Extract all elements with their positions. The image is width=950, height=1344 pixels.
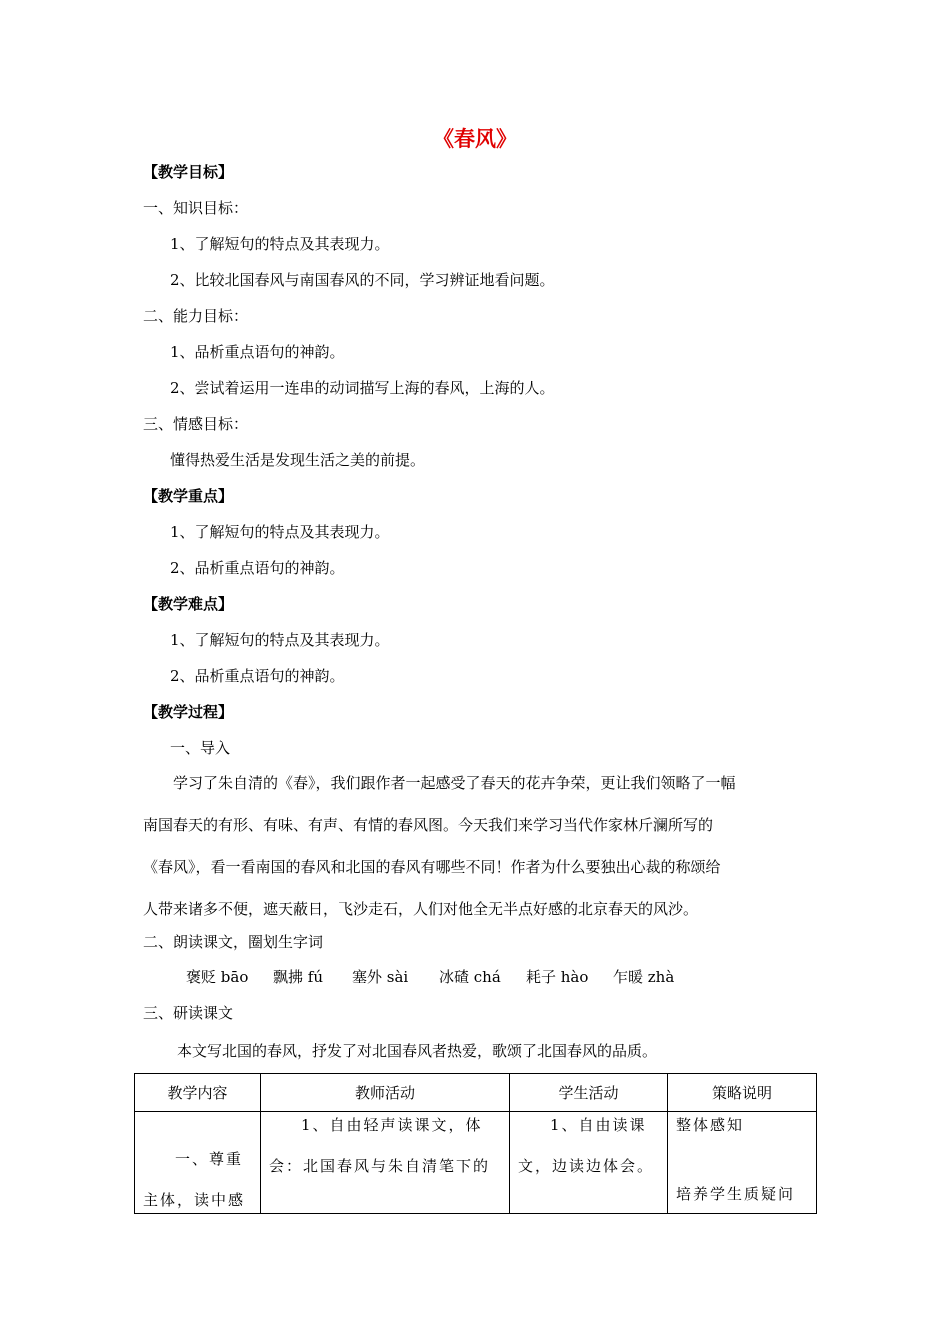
difficulty-item: 1、了解短句的特点及其表现力。 xyxy=(170,631,390,649)
header-strategy: 策略说明 xyxy=(668,1074,817,1112)
knowledge-objective-label: 一、知识目标： xyxy=(143,199,249,217)
vocab-item: 乍暖 zhà xyxy=(613,968,675,986)
student-cell xyxy=(510,1112,668,1214)
study-label: 三、研读课文 xyxy=(143,1004,234,1022)
vocab-item: 塞外 sài xyxy=(352,968,409,986)
intro-line: 《春风》，看一看南国的春风和北国的春风有哪些不同！作者为什么要独出心裁的称颂给 xyxy=(143,858,721,876)
header-teacher: 教师活动 xyxy=(261,1074,510,1112)
cell-text: 1、自由轻声读课文，体 xyxy=(301,1116,483,1134)
objectives-heading: 【教学目标】 xyxy=(143,163,234,181)
cell-text: 整体感知 xyxy=(676,1116,745,1134)
emotion-objective-label: 三、情感目标： xyxy=(143,415,249,433)
difficulty-item: 2、品析重点语句的神韵。 xyxy=(170,667,345,685)
knowledge-objective-item: 1、了解短句的特点及其表现力。 xyxy=(170,235,390,253)
intro-label: 一、导入 xyxy=(170,739,231,757)
process-heading: 【教学过程】 xyxy=(143,703,234,721)
intro-line: 南国春天的有形、有味、有声、有情的春风图。今天我们来学习当代作家林斤澜所写的 xyxy=(143,816,714,834)
intro-line: 学习了朱自清的《春》，我们跟作者一起感受了春天的花卉争荣，更让我们领略了一幅 xyxy=(173,774,736,792)
table-header-row xyxy=(135,1074,817,1112)
strategy-cell xyxy=(668,1112,817,1214)
lesson-plan-table xyxy=(134,1073,817,1214)
teacher-cell xyxy=(261,1112,510,1214)
document-title: 《春风》 xyxy=(433,127,517,151)
reading-label: 二、朗读课文，圈划生字词 xyxy=(143,933,324,951)
ability-objective-item: 2、尝试着运用一连串的动词描写上海的春风，上海的人。 xyxy=(170,379,555,397)
cell-text: 主体，读中感 xyxy=(143,1191,246,1209)
vocab-item: 冰碴 chá xyxy=(439,968,501,986)
ability-objective-item: 1、品析重点语句的神韵。 xyxy=(170,343,345,361)
knowledge-objective-item: 2、比较北国春风与南国春风的不同，学习辨证地看问题。 xyxy=(170,271,555,289)
study-text: 本文写北国的春风，抒发了对北国春风者热爱，歌颂了北国春风的品质。 xyxy=(177,1042,658,1060)
content-cell xyxy=(135,1112,261,1214)
difficulties-heading: 【教学难点】 xyxy=(143,595,234,613)
vocab-item: 飘拂 fú xyxy=(273,968,323,986)
ability-objective-label: 二、能力目标： xyxy=(143,307,249,325)
cell-text: 会：北国春风与朱自清笔下的 xyxy=(269,1157,491,1175)
header-content: 教学内容 xyxy=(135,1074,261,1112)
vocab-item: 耗子 hào xyxy=(526,968,589,986)
vocab-item: 褒贬 bāo xyxy=(186,968,249,986)
key-point-item: 1、了解短句的特点及其表现力。 xyxy=(170,523,390,541)
header-student: 学生活动 xyxy=(510,1074,668,1112)
cell-text: 文，边读边体会。 xyxy=(518,1157,655,1175)
key-points-heading: 【教学重点】 xyxy=(143,487,234,505)
emotion-objective-item: 懂得热爱生活是发现生活之美的前提。 xyxy=(170,451,426,469)
intro-line: 人带来诸多不便，遮天蔽日，飞沙走石，人们对他全无半点好感的北京春天的风沙。 xyxy=(143,900,699,918)
key-point-item: 2、品析重点语句的神韵。 xyxy=(170,559,345,577)
cell-text: 1、自由读课 xyxy=(550,1116,647,1134)
cell-text: 一、尊重 xyxy=(175,1150,244,1168)
cell-text: 培养学生质疑问 xyxy=(676,1185,796,1203)
table-row xyxy=(135,1112,817,1214)
